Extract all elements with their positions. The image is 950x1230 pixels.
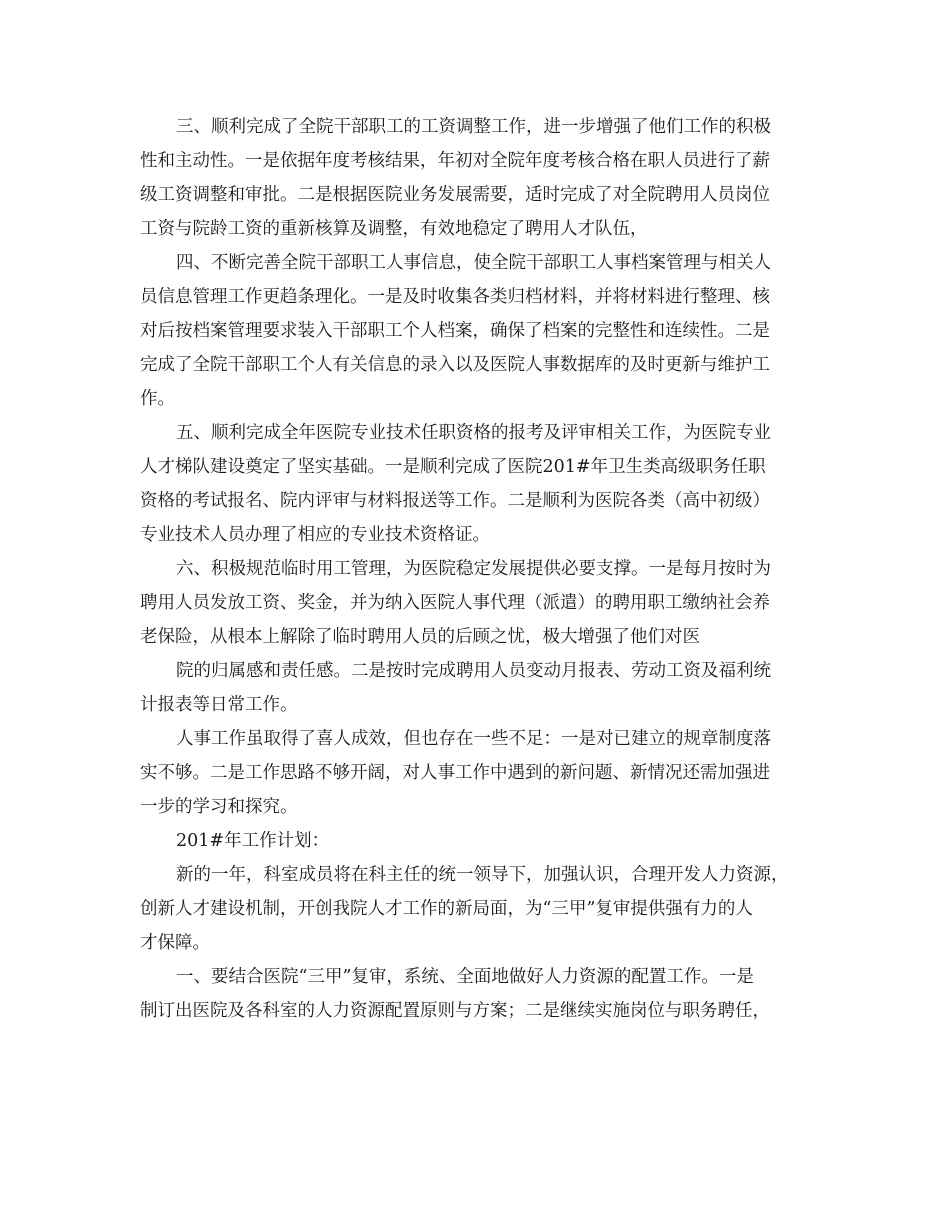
text-line: 一步的学习和探究。 — [140, 797, 298, 817]
text-line: 四、不断完善全院干部职工人事信息，使全院干部职工人事档案管理与相关人 — [176, 253, 771, 273]
text-line: 制订出医院及各科室的人力资源配置原则与方案；二是继续实施岗位与职务聘任， — [140, 1001, 770, 1021]
text-line: 院的归属感和责任感。二是按时完成聘用人员变动月报表、劳动工资及福利统 — [176, 661, 771, 681]
document-body — [140, 110, 820, 1028]
text-line: 才保障。 — [140, 933, 210, 953]
text-line: 性和主动性。一是依据年度考核结果，年初对全院年度考核合格在职人员进行了薪 — [140, 151, 770, 171]
text-line: 老保险，从根本上解除了临时聘用人员的后顾之忧，极大增强了他们对医 — [140, 627, 700, 647]
text-line: 聘用人员发放工资、奖金，并为纳入医院人事代理（派遣）的聘用职工缴纳社会养 — [140, 593, 770, 613]
text-line: 六、积极规范临时用工管理，为医院稳定发展提供必要支撑。一是每月按时为 — [176, 559, 771, 579]
text-line: 201#年工作计划： — [176, 831, 330, 851]
text-line: 五、顺利完成全年医院专业技术任职资格的报考及评审相关工作，为医院专业 — [176, 423, 771, 443]
text-line: 员信息管理工作更趋条理化。一是及时收集各类归档材料，并将材料进行整理、核 — [140, 287, 770, 307]
text-line: 专业技术人员办理了相应的专业技术资格证。 — [140, 525, 490, 545]
text-line: 完成了全院干部职工个人有关信息的录入以及医院人事数据库的及时更新与维护工 — [140, 355, 770, 375]
text-line: 作。 — [140, 389, 175, 409]
text-line: 一、要结合医院“三甲”复审，系统、全面地做好人力资源的配置工作。一是 — [176, 967, 754, 987]
text-line: 计报表等日常工作。 — [140, 695, 298, 715]
text-line: 创新人才建设机制，开创我院人才工作的新局面，为“三甲”复审提供强有力的人 — [140, 899, 753, 919]
text-line: 新的一年，科室成员将在科主任的统一领导下，加强认识，合理开发人力资源， — [176, 865, 789, 885]
text-line: 人事工作虽取得了喜人成效，但也存在一些不足：一是对已建立的规章制度落 — [176, 729, 771, 749]
text-line: 实不够。二是工作思路不够开阔，对人事工作中遇到的新问题、新情况还需加强进 — [140, 763, 770, 783]
text-line: 级工资调整和审批。二是根据医院业务发展需要，适时完成了对全院聘用人员岗位 — [140, 185, 770, 205]
text-line: 工资与院龄工资的重新核算及调整，有效地稳定了聘用人才队伍， — [140, 219, 648, 239]
text-line: 人才梯队建设奠定了坚实基础。一是顺利完成了医院201#年卫生类高级职务任职 — [140, 457, 766, 477]
text-line: 资格的考试报名、院内评审与材料报送等工作。二是顺利为医院各类（高中初级） — [140, 491, 770, 511]
text-line: 对后按档案管理要求装入干部职工个人档案，确保了档案的完整性和连续性。二是 — [140, 321, 770, 341]
text-line: 三、顺利完成了全院干部职工的工资调整工作，进一步增强了他们工作的积极 — [176, 117, 771, 137]
